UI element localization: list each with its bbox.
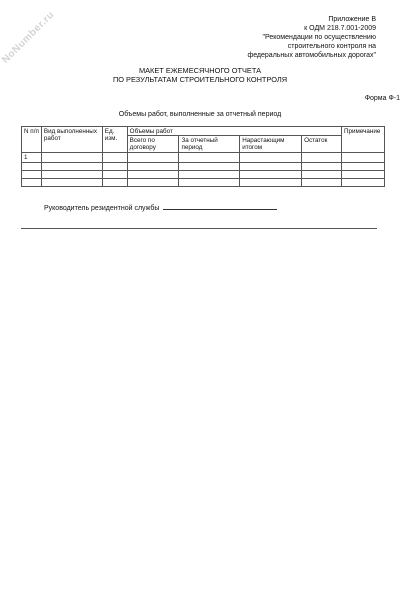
appendix-line: к ОДМ 218.7.001-2009: [304, 25, 376, 32]
table-caption: Объемы работ, выполненные за отчетный период: [118, 111, 282, 118]
appendix-line: Приложение В: [328, 16, 376, 23]
table-cell: 1: [22, 153, 42, 162]
header-note: Примечание: [341, 127, 384, 153]
signature-block: [44, 203, 277, 212]
appendix-line: "Рекомендации по осуществлению: [262, 34, 376, 41]
header-unit: Ед. изм.: [102, 127, 127, 153]
report-table: [21, 126, 385, 187]
appendix-line: федеральных автомобильных дорогах": [247, 52, 376, 59]
table-cell: [341, 153, 384, 162]
table-cell: [302, 162, 342, 170]
table-cell: [240, 153, 302, 162]
table-cell: [127, 178, 179, 186]
table-cell: [102, 178, 127, 186]
table-cell: [41, 153, 102, 162]
table-cell: [102, 153, 127, 162]
table-cell: [127, 153, 179, 162]
title-line-2: ПО РЕЗУЛЬТАТАМ СТРОИТЕЛЬНОГО КОНТРОЛЯ: [112, 75, 288, 84]
table-cell: [41, 162, 102, 170]
table-cell: [302, 170, 342, 178]
appendix-reference: [247, 15, 376, 60]
table-cell: [240, 170, 302, 178]
table-cell: [240, 178, 302, 186]
table-cell: [179, 170, 240, 178]
table-cell: [127, 170, 179, 178]
table-cell: [22, 170, 42, 178]
table-cell: [179, 162, 240, 170]
table-cell: [341, 178, 384, 186]
table-cell: [22, 162, 42, 170]
bottom-divider: [21, 228, 377, 229]
subheader-contract: Всего по договору: [127, 136, 179, 153]
table-cell: [302, 153, 342, 162]
table-cell: [302, 178, 342, 186]
table-cell: [341, 162, 384, 170]
table-row: [22, 162, 385, 170]
table-cell: [22, 178, 42, 186]
table-cell: [341, 170, 384, 178]
header-kind: Вид выполненных работ: [41, 127, 102, 153]
subheader-cumulative: Нарастающим итогом: [240, 136, 302, 153]
table-cell: [41, 178, 102, 186]
table-cell: [240, 162, 302, 170]
table-header-row: [22, 127, 385, 136]
table-row: [22, 170, 385, 178]
document-title: [0, 66, 400, 84]
header-num: N п/п: [22, 127, 42, 153]
watermark: NoNumber.ru: [0, 9, 57, 66]
table-cell: [102, 162, 127, 170]
subheader-period: За отчетный период: [179, 136, 240, 153]
title-line-1: МАКЕТ ЕЖЕМЕСЯЧНОГО ОТЧЕТА: [138, 66, 262, 75]
table-row: [22, 178, 385, 186]
table-row: [22, 153, 385, 162]
appendix-line: строительного контроля на: [287, 43, 376, 50]
table-cell: [127, 162, 179, 170]
table-cell: [41, 170, 102, 178]
header-volumes: Объемы работ: [127, 127, 341, 136]
form-label: Форма Ф-1: [364, 95, 400, 102]
signature-label: Руководитель резидентной службы: [44, 205, 160, 212]
table-cell: [179, 153, 240, 162]
table-cell: [102, 170, 127, 178]
subheader-remainder: Остаток: [302, 136, 342, 153]
signature-line[interactable]: [163, 203, 277, 210]
table-cell: [179, 178, 240, 186]
